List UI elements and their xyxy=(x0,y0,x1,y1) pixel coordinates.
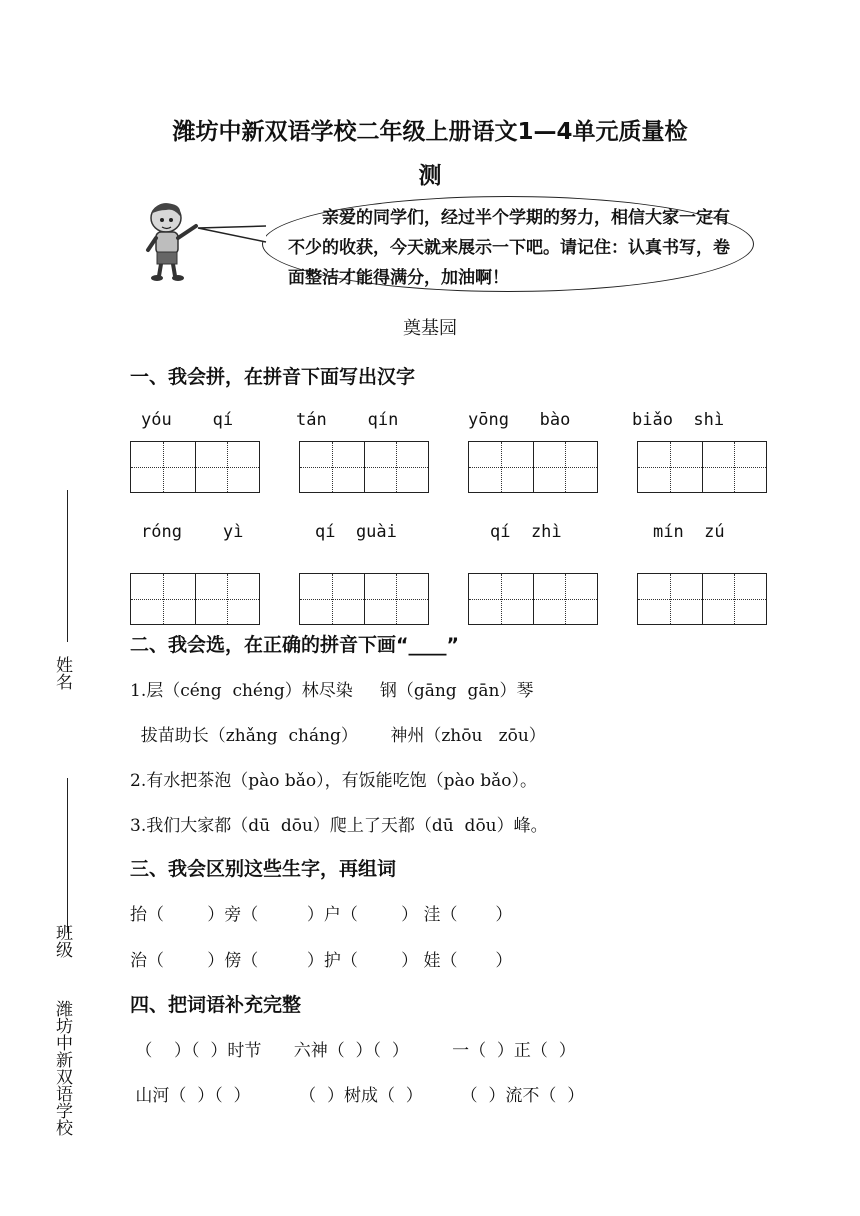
question-line: 1.层（céng chéng）林尽染 钢（gāng gān）琴 xyxy=(130,681,534,701)
title-line-1: 潍坊中新双语学校二年级上册语文1—4单元质量检 xyxy=(172,119,688,145)
question-line: 3.我们大家都（dū dōu）爬上了天都（dū dōu）峰。 xyxy=(130,816,548,836)
writing-grid[interactable] xyxy=(468,441,598,493)
pinyin-6: qí guài xyxy=(315,522,397,542)
pinyin-2: tán qín xyxy=(296,410,399,430)
name-label: 姓名 xyxy=(52,656,72,690)
section-1-heading: 一、我会拼，在拼音下面写出汉字 xyxy=(130,366,416,388)
pinyin-3: yōng bào xyxy=(468,410,571,430)
name-underline xyxy=(67,490,68,642)
writing-grid[interactable] xyxy=(299,441,429,493)
question-line: 2.有水把茶泡（pào bǎo），有饭能吃饱（pào bǎo）。 xyxy=(130,771,538,791)
writing-grid[interactable] xyxy=(299,573,429,625)
writing-grid[interactable] xyxy=(637,573,767,625)
pinyin-5: róng yì xyxy=(141,522,244,542)
class-label: 班级 xyxy=(52,924,72,958)
school-label: 潍坊中新双语学校 xyxy=(52,1000,72,1136)
page-title xyxy=(130,110,730,198)
writing-grid[interactable] xyxy=(468,573,598,625)
pinyin-1: yóu qí xyxy=(141,410,234,430)
question-line: （ ）（ ）时节 六神（ ）（ ） 一（ ）正（ ） xyxy=(130,1041,576,1061)
pinyin-4: biǎo shì xyxy=(632,410,725,430)
class-underline xyxy=(67,778,68,932)
bubble-text: 亲爱的同学们，经过半个学期的努力，相信大家一定有不少的收获，今天就来展示一下吧。请记住：认真书写，卷面整洁才能得满分，加油啊！ xyxy=(288,208,730,288)
writing-grid[interactable] xyxy=(130,441,260,493)
speech-bubble-tail xyxy=(196,222,268,252)
question-line: 抬（ ）旁（ ）户（ ） 洼（ ） xyxy=(130,905,513,925)
pinyin-7: qí zhì xyxy=(490,522,562,542)
section-3-heading: 三、我会区别这些生字，再组词 xyxy=(130,858,397,880)
writing-grid[interactable] xyxy=(637,441,767,493)
section-2-heading: 二、我会选，在正确的拼音下画“____” xyxy=(130,634,459,656)
question-line: 治（ ）傍（ ）护（ ） 娃（ ） xyxy=(130,951,513,971)
section-4-heading: 四、把词语补充完整 xyxy=(130,994,302,1016)
question-line: 拔苗助长（zhǎng cháng） 神州（zhōu zōu） xyxy=(130,726,546,746)
pinyin-8: mín zú xyxy=(653,522,725,542)
subtitle: 奠基园 xyxy=(403,318,457,339)
title-line-2: 测 xyxy=(418,163,442,189)
writing-grid[interactable] xyxy=(130,573,260,625)
question-line: 山河（ ）（ ） （ ）树成（ ） （ ）流不（ ） xyxy=(130,1086,585,1106)
